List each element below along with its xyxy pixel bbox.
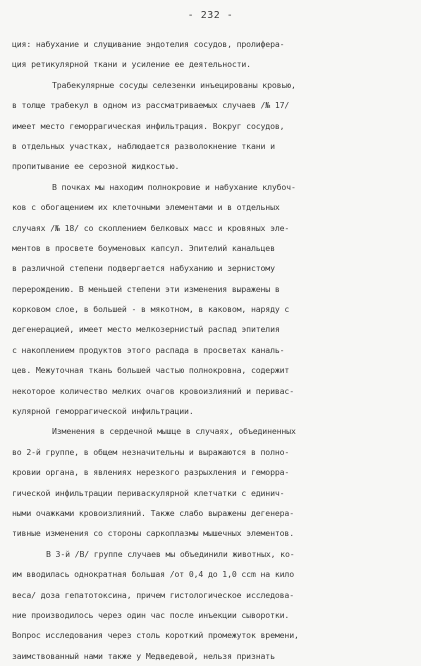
paragraph-start-line: В 3-й /В/ группе случаев мы объединили животных, ко- bbox=[46, 548, 295, 559]
text-line: пропитывание ее серозной жидкостью. bbox=[12, 161, 180, 172]
text-line: ция: набухание и слущивание эндотелия сосудов, пролифера- bbox=[12, 39, 285, 49]
text-line: в толще трабекул в одном из рассматриваемых случаев /№ 17/ bbox=[12, 100, 290, 111]
page-number: - 232 - bbox=[187, 10, 234, 21]
text-line: тивные изменения со стороны саркоплазмы мышечных элементов. bbox=[12, 528, 294, 539]
text-line: имеет место геморрагическая инфильтрация. Вокруг сосудов, bbox=[12, 120, 285, 131]
text-line: в отдельных участках, наблюдается разволокнение ткани и bbox=[12, 140, 275, 151]
text-line: дегенерацией, имеет место мелкозернистый распад эпителия bbox=[12, 324, 280, 335]
text-line: Вопрос исследования через столь короткий промежуток времени, bbox=[12, 630, 299, 641]
text-line: корковом слое, в большей - в мякотном, в каковом, наряду с bbox=[12, 304, 290, 315]
paragraph-start-line: Изменения в сердечной мышце в случаях, объединенных bbox=[52, 426, 296, 437]
text-line: им вводилась однократная большая /от 0,4 до 1,0 ccm на кило bbox=[12, 569, 294, 580]
text-line: кулярной геморрагической инфильтрации. bbox=[12, 406, 194, 417]
text-line: некоторое количество мелких очагов кровоизлияний и перивас- bbox=[12, 385, 294, 396]
paragraph-start-line: Трабекулярные сосуды селезенки инъецированы кровью, bbox=[52, 79, 296, 90]
text-line: ными очажками кровоизлияний. Также слабо выражены дегенера- bbox=[12, 507, 294, 518]
text-line: ментов в просвете боуменовых капсул. Эпителий канальцев bbox=[12, 242, 275, 253]
text-line: ция ретикулярной ткани и усиление ее деятельности. bbox=[12, 59, 251, 70]
text-line: во 2-й группе, в общем незначительны и выражаются в полно- bbox=[12, 446, 290, 457]
text-line: цев. Межуточная ткань большей частью полнокровна, содержит bbox=[12, 365, 290, 376]
text-line: кровии органа, в явлениях нерезкого разрыхления и геморра- bbox=[12, 467, 290, 478]
text-line: в различной степени подвергается набуханию и зернистому bbox=[12, 263, 275, 274]
text-line: с накоплением продуктов этого распада в просветах каналь- bbox=[12, 344, 285, 355]
paragraph-start-line: В почках мы находим полнокровие и набухание клубоч- bbox=[52, 181, 296, 192]
text-line: ние производилось через один час после инъекции сыворотки. bbox=[12, 609, 290, 620]
text-line: ков с обогащением их клеточными элементами и в отдельных bbox=[12, 202, 280, 213]
document-text bbox=[12, 34, 410, 666]
text-line: заимствованный нами также у Медведевой, нельзя признать bbox=[12, 650, 275, 661]
text-line: веса/ доза гепатотоксина, причем гистологическое исследова- bbox=[12, 589, 294, 600]
text-line: гической инфильтрации периваскулярной клетчатки с единич- bbox=[12, 487, 285, 498]
text-line: перерождению. В меньшей степени эти изменения выражены в bbox=[12, 283, 280, 294]
text-line: случаях /№ 18/ со скоплением белковых масс и кровяных эле- bbox=[12, 222, 290, 233]
